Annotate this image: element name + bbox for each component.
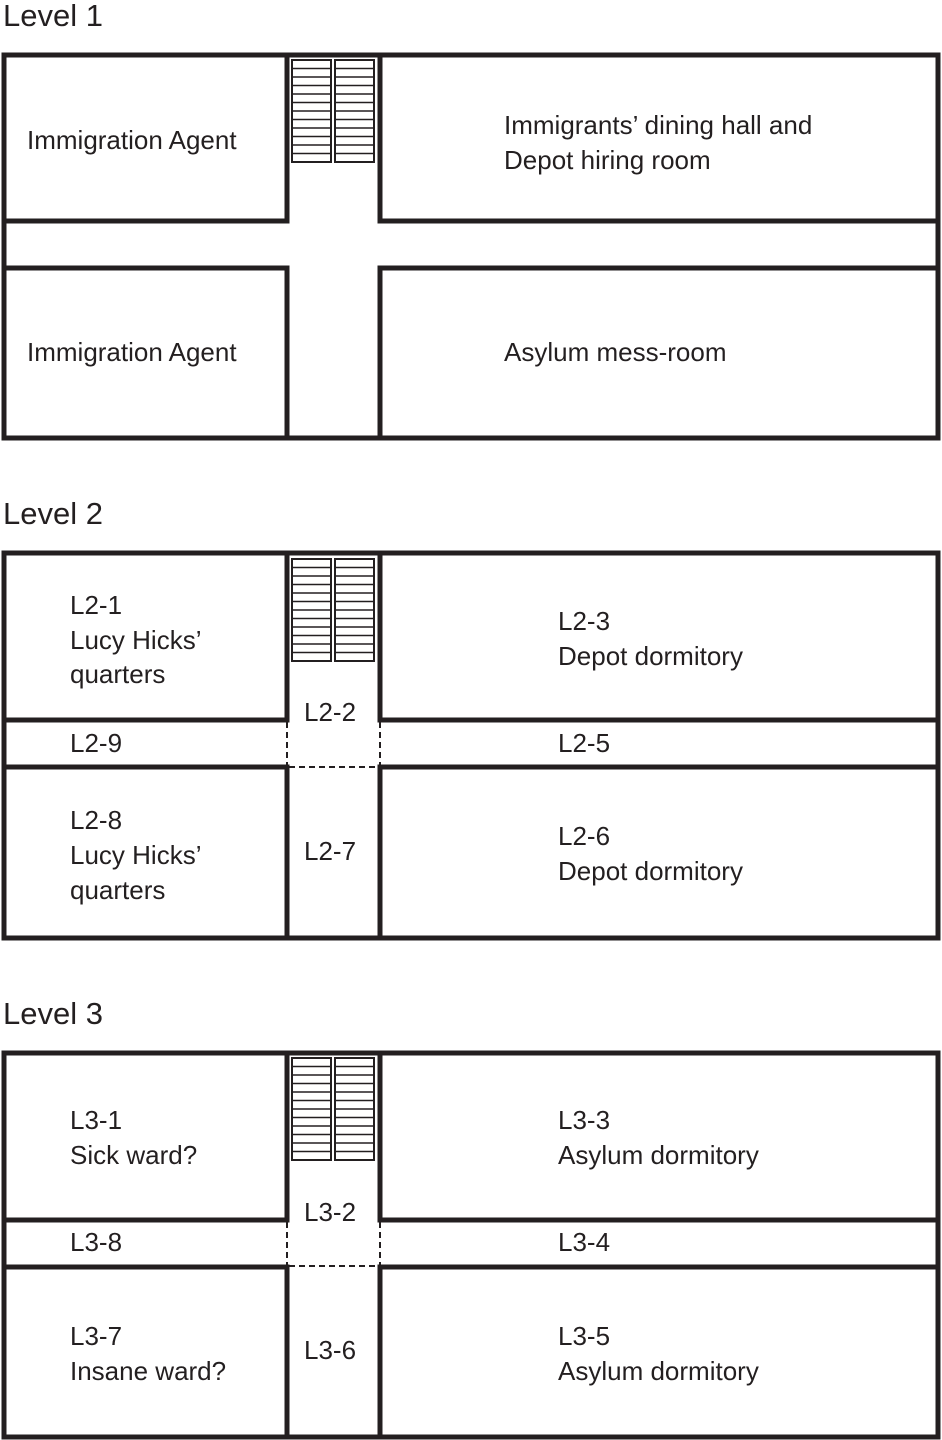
level-1-title: Level 1	[3, 0, 103, 33]
room-label: L2-6	[558, 821, 611, 851]
room-label: L3-5	[558, 1321, 611, 1351]
room-l3-3	[558, 1105, 759, 1170]
room-label: L2-7	[304, 836, 357, 866]
room-l2-8	[70, 805, 208, 905]
room-l2-1	[70, 590, 208, 689]
room-label: L2-2	[304, 697, 357, 727]
room-l3-1	[70, 1105, 197, 1170]
room-label: Depot dormitory	[558, 856, 743, 886]
room-l3-2	[304, 1197, 356, 1227]
room-label: L2-5	[558, 728, 611, 758]
room-label: L3-3	[558, 1105, 611, 1135]
level-1-bottom-right-room	[504, 337, 726, 367]
room-l3-4	[558, 1227, 610, 1257]
room-label: Asylum dormitory	[558, 1140, 759, 1170]
room-label: Lucy Hicks’	[70, 625, 201, 655]
level-2-stair-left	[292, 559, 331, 661]
room-l3-6	[304, 1335, 356, 1365]
level-2-stair-right	[335, 559, 374, 661]
room-l3-5	[558, 1321, 759, 1386]
room-label: Immigrants’ dining hall and	[504, 110, 813, 140]
room-l2-2	[304, 697, 356, 727]
room-label: L2-1	[70, 590, 123, 620]
room-label: Immigration Agent	[27, 125, 237, 155]
room-label: Depot dormitory	[558, 641, 743, 671]
level-3-stair-left	[292, 1058, 331, 1160]
room-label: quarters	[70, 875, 166, 905]
room-label: L3-1	[70, 1105, 123, 1135]
level-1-top-left-room	[27, 125, 237, 155]
level-1-stair-left	[292, 60, 331, 162]
room-l2-7	[304, 836, 356, 866]
room-label: L3-8	[70, 1227, 123, 1257]
room-label: Immigration Agent	[27, 337, 237, 367]
room-l2-6	[558, 821, 743, 886]
level-2	[3, 496, 938, 938]
level-3-stair-right	[335, 1058, 374, 1160]
room-label: Asylum mess-room	[504, 337, 727, 367]
room-label: L2-3	[558, 606, 611, 636]
room-l2-3	[558, 606, 743, 671]
room-l3-8	[70, 1227, 122, 1257]
room-label: Lucy Hicks’	[70, 840, 201, 870]
room-l2-5	[558, 728, 610, 758]
room-label: Depot hiring room	[504, 145, 711, 175]
level-1-top-right-room	[504, 110, 820, 175]
room-label: L2-8	[70, 805, 123, 835]
room-label: Sick ward?	[70, 1140, 198, 1170]
room-label: L3-6	[304, 1335, 357, 1365]
room-label: L3-2	[304, 1197, 357, 1227]
level-3	[3, 996, 938, 1437]
level-2-title: Level 2	[3, 496, 103, 531]
room-label: L2-9	[70, 728, 123, 758]
room-label: Asylum dormitory	[558, 1356, 759, 1386]
room-label: L3-7	[70, 1321, 123, 1351]
room-label: L3-4	[558, 1227, 611, 1257]
room-label: quarters	[70, 659, 166, 689]
level-1-stair-right	[335, 60, 374, 162]
room-l3-7	[70, 1321, 226, 1386]
level-3-title: Level 3	[3, 996, 103, 1031]
level-1-bottom-left-room	[27, 337, 237, 367]
level-1	[3, 0, 938, 438]
room-l2-9	[70, 728, 122, 758]
room-label: Insane ward?	[70, 1356, 227, 1386]
